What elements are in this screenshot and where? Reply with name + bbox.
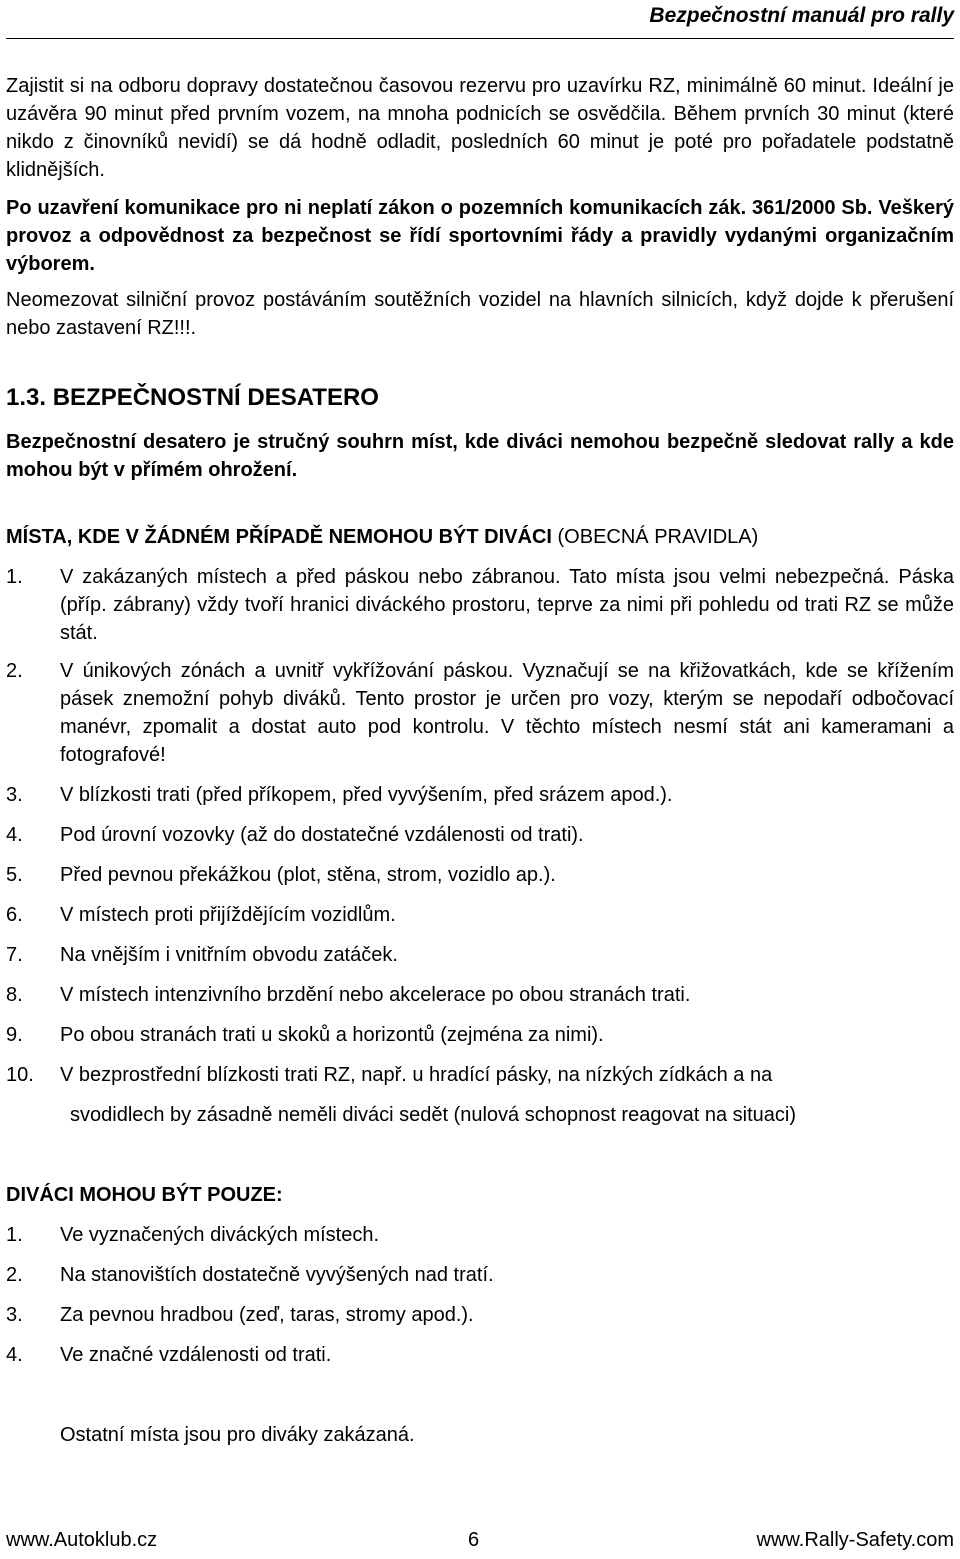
list-item-text: Po obou stranách trati u skoků a horizontů (zejména za nimi).: [60, 1024, 604, 1046]
list-item: [6, 781, 954, 809]
list-item: [6, 861, 954, 889]
list-item-text: Před pevnou překážkou (plot, stěna, strom, vozidlo ap.).: [60, 864, 556, 886]
list-item-number: 3.: [6, 784, 23, 806]
list-item: [6, 1021, 954, 1049]
list-item-number: 1.: [6, 566, 23, 588]
list-item-number: 3.: [6, 1304, 23, 1326]
intro-paragraph-1: Zajistit si na odboru dopravy dostatečnou časovou rezervu pro uzavírku RZ, minimálně 60 minut. Ideální je uzávěra 90 minut před prvním vozem, na mnoha podnicích se osvědčila. Během prvních 30 minut (které nikdo z činovníků nevidí) se dá hodně odladit, posledních 60 minut je poté pro pořadatele podstatně klidnějších.: [6, 75, 954, 181]
list-item-text: Na stanovištích dostatečně vyvýšených nad tratí.: [60, 1264, 494, 1286]
list-item-number: 5.: [6, 864, 23, 886]
list-item: [6, 1261, 954, 1289]
intro-paragraph-2: Po uzavření komunikace pro ni neplatí zákon o pozemních komunikacích zák. 361/2000 Sb. Veškerý provoz a odpovědnost za bezpečnost se řídí sportovními řády a pravidly vydanými organizačním výborem.: [6, 197, 954, 275]
list-item: [6, 901, 954, 929]
list-item: [6, 981, 954, 1009]
list-item-number: 9.: [6, 1024, 23, 1046]
list-item-text: Ve vyznačených diváckých místech.: [60, 1224, 380, 1246]
list-item-text: V místech proti přijíždějícím vozidlům.: [60, 904, 396, 926]
list-item-number: 2.: [6, 1264, 23, 1286]
list-item: [6, 1221, 954, 1249]
header-divider: [6, 38, 954, 39]
list-item-number: 8.: [6, 984, 23, 1006]
list-item-number: 6.: [6, 904, 23, 926]
list-item-text: Ve značné vzdálenosti od trati.: [60, 1344, 332, 1366]
list-item-text: V blízkosti trati (před příkopem, před vyvýšením, před srázem apod.).: [60, 784, 673, 806]
forbidden-heading-normal: (OBECNÁ PRAVIDLA): [551, 526, 759, 548]
forbidden-heading-bold: MÍSTA, KDE V ŽÁDNÉM PŘÍPADĚ NEMOHOU BÝT DIVÁCI: [6, 526, 552, 548]
forbidden-list: [6, 563, 954, 1129]
page-number: 6: [468, 1529, 480, 1551]
list-item-text: V zakázaných místech a před páskou nebo zábranou. Tato místa jsou velmi nebezpečná. Páska (příp. zábrany) vždy tvoří hranici diváckého prostoru, teprve za nimi při pohledu od trati RZ se může stát.: [60, 566, 954, 644]
list-item: [6, 657, 954, 769]
list-item-text: V místech intenzivního brzdění nebo akcelerace po obou stranách trati.: [60, 984, 691, 1006]
section-summary: Bezpečnostní desatero je stručný souhrn míst, kde diváci nemohou bezpečně sledovat rally a kde mohou být v přímém ohrožení.: [6, 431, 954, 481]
forbidden-heading: [6, 523, 954, 551]
list-item-number: 4.: [6, 1344, 23, 1366]
list-item-text: Na vnějším i vnitřním obvodu zatáček.: [60, 944, 398, 966]
list-item-continuation: svodidlech by zásadně neměli diváci sedět (nulová schopnost reagovat na situaci): [70, 1104, 796, 1126]
page-footer: [6, 1529, 954, 1552]
list-item: [6, 941, 954, 969]
list-item-text: V únikových zónách a uvnitř vykřížování páskou. Vyznačují se na křižovatkách, kde se křížením pásek znemožní pohyb diváků. Tento prostor je určen pro vozy, kterým se nepodaří odbočovací manévr, zpomalit a dostat auto pod kontrolu. V těchto místech nesmí stát ani kameramani a fotografové!: [60, 660, 954, 766]
list-item-number: 1.: [6, 1224, 23, 1246]
list-item-number: 4.: [6, 824, 23, 846]
list-item: [6, 563, 954, 647]
list-item: [6, 1341, 954, 1369]
section-heading: 1.3. BEZPEČNOSTNÍ DESATERO: [6, 384, 379, 411]
list-item-number: 7.: [6, 944, 23, 966]
list-item: [6, 1301, 954, 1329]
document-body: [6, 72, 954, 1449]
closing-note: Ostatní místa jsou pro diváky zakázaná.: [60, 1424, 415, 1446]
allowed-heading: DIVÁCI MOHOU BÝT POUZE:: [6, 1184, 283, 1206]
footer-link-autoklub[interactable]: www.Autoklub.cz: [6, 1529, 158, 1551]
footer-link-rally-safety[interactable]: www.Rally-Safety.com: [756, 1529, 954, 1551]
list-item-text: Pod úrovní vozovky (až do dostatečné vzdálenosti od trati).: [60, 824, 584, 846]
allowed-list: [6, 1221, 954, 1369]
list-item-number: 10.: [6, 1064, 34, 1086]
list-item: [6, 821, 954, 849]
document-header-title: Bezpečnostní manuál pro rally: [649, 4, 954, 27]
intro-paragraph-3: Neomezovat silniční provoz postáváním soutěžních vozidel na hlavních silnicích, když dojde k přerušení nebo zastavení RZ!!!.: [6, 289, 954, 339]
list-item-text: Za pevnou hradbou (zeď, taras, stromy apod.).: [60, 1304, 474, 1326]
list-item-number: 2.: [6, 660, 23, 682]
list-item-text: V bezprostřední blízkosti trati RZ, např. u hradící pásky, na nízkých zídkách a na: [60, 1064, 773, 1086]
list-item: [6, 1061, 954, 1089]
